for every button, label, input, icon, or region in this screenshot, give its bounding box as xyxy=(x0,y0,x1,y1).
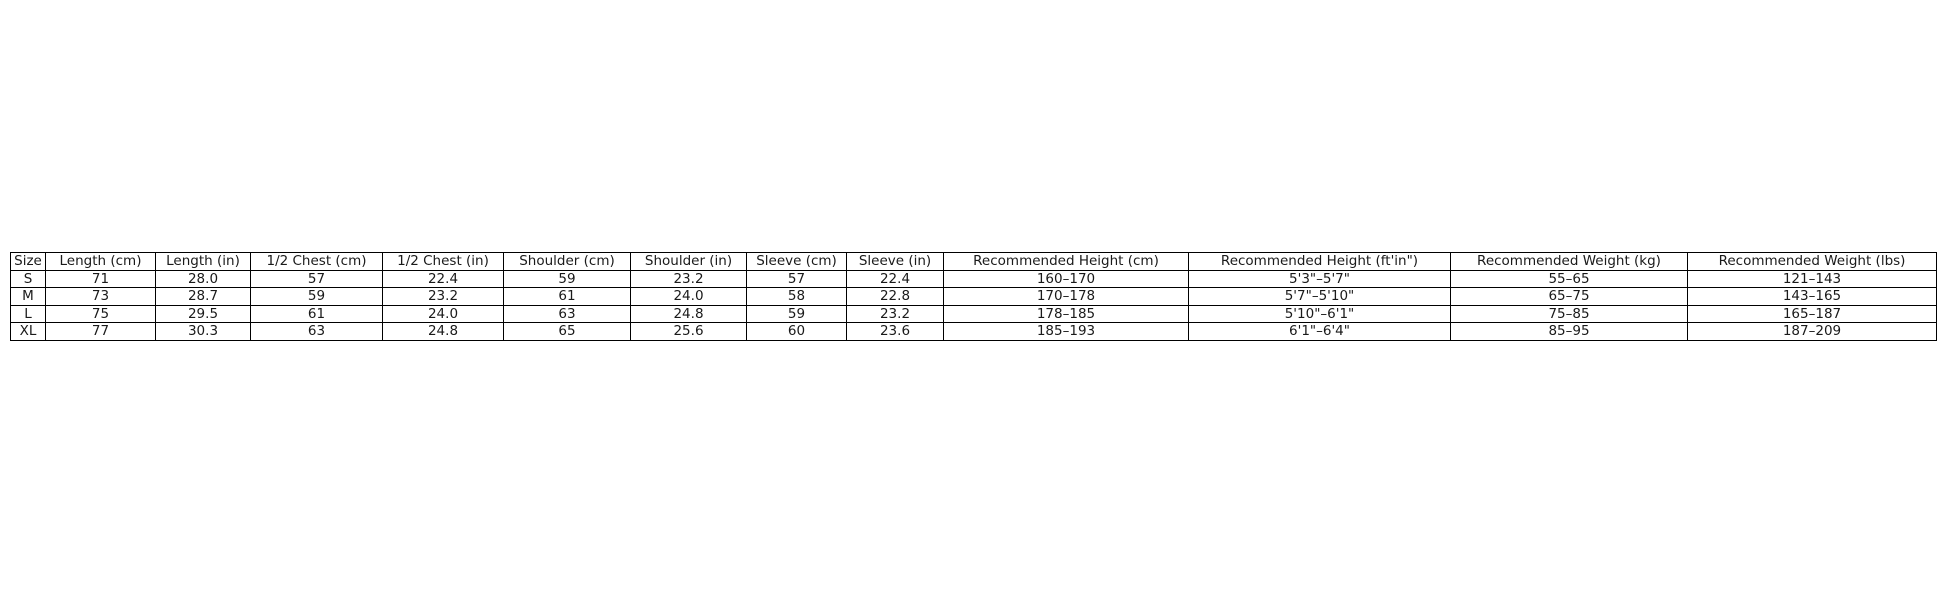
column-header: Recommended Weight (kg) xyxy=(1451,253,1688,271)
column-header: Length (cm) xyxy=(46,253,156,271)
column-header: Size xyxy=(11,253,46,271)
table-cell: 71 xyxy=(46,270,156,288)
table-cell: 24.0 xyxy=(383,305,504,323)
column-header: Recommended Weight (lbs) xyxy=(1688,253,1937,271)
column-header: Length (in) xyxy=(156,253,251,271)
table-cell: 22.4 xyxy=(383,270,504,288)
size-cell: XL xyxy=(11,323,46,341)
table-cell: 22.8 xyxy=(847,288,944,306)
table-cell: 73 xyxy=(46,288,156,306)
table-cell: 25.6 xyxy=(631,323,747,341)
column-header: Sleeve (cm) xyxy=(747,253,847,271)
table-cell: 60 xyxy=(747,323,847,341)
table-cell: 75–85 xyxy=(1451,305,1688,323)
table-cell: 23.2 xyxy=(631,270,747,288)
table-cell: 22.4 xyxy=(847,270,944,288)
table-cell: 61 xyxy=(251,305,383,323)
table-cell: 165–187 xyxy=(1688,305,1937,323)
table-cell: 61 xyxy=(504,288,631,306)
table-cell: 5'10"–6'1" xyxy=(1189,305,1451,323)
table-cell: 28.0 xyxy=(156,270,251,288)
table-cell: 178–185 xyxy=(944,305,1189,323)
size-cell: M xyxy=(11,288,46,306)
table-cell: 55–65 xyxy=(1451,270,1688,288)
column-header: Shoulder (cm) xyxy=(504,253,631,271)
table-cell: 143–165 xyxy=(1688,288,1937,306)
table-cell: 121–143 xyxy=(1688,270,1937,288)
table-cell: 65–75 xyxy=(1451,288,1688,306)
size-cell: S xyxy=(11,270,46,288)
table-cell: 57 xyxy=(251,270,383,288)
table-cell: 57 xyxy=(747,270,847,288)
table-row xyxy=(11,270,1937,288)
size-chart-container xyxy=(10,252,1937,341)
column-header: 1/2 Chest (in) xyxy=(383,253,504,271)
table-body xyxy=(11,270,1937,340)
table-cell: 65 xyxy=(504,323,631,341)
table-row xyxy=(11,288,1937,306)
column-header: Sleeve (in) xyxy=(847,253,944,271)
table-cell: 63 xyxy=(504,305,631,323)
size-cell: L xyxy=(11,305,46,323)
table-cell: 187–209 xyxy=(1688,323,1937,341)
table-cell: 5'3"–5'7" xyxy=(1189,270,1451,288)
table-cell: 75 xyxy=(46,305,156,323)
table-cell: 77 xyxy=(46,323,156,341)
table-cell: 5'7"–5'10" xyxy=(1189,288,1451,306)
table-cell: 23.2 xyxy=(847,305,944,323)
table-cell: 59 xyxy=(251,288,383,306)
table-cell: 85–95 xyxy=(1451,323,1688,341)
table-cell: 160–170 xyxy=(944,270,1189,288)
table-cell: 59 xyxy=(504,270,631,288)
column-header: 1/2 Chest (cm) xyxy=(251,253,383,271)
table-cell: 30.3 xyxy=(156,323,251,341)
table-cell: 185–193 xyxy=(944,323,1189,341)
table-cell: 6'1"–6'4" xyxy=(1189,323,1451,341)
table-cell: 28.7 xyxy=(156,288,251,306)
table-cell: 170–178 xyxy=(944,288,1189,306)
size-chart-table xyxy=(10,252,1937,341)
table-cell: 59 xyxy=(747,305,847,323)
table-cell: 23.2 xyxy=(383,288,504,306)
table-cell: 58 xyxy=(747,288,847,306)
column-header: Shoulder (in) xyxy=(631,253,747,271)
header-row xyxy=(11,253,1937,271)
column-header: Recommended Height (cm) xyxy=(944,253,1189,271)
table-cell: 63 xyxy=(251,323,383,341)
table-cell: 24.0 xyxy=(631,288,747,306)
table-cell: 29.5 xyxy=(156,305,251,323)
table-cell: 24.8 xyxy=(383,323,504,341)
table-cell: 23.6 xyxy=(847,323,944,341)
table-cell: 24.8 xyxy=(631,305,747,323)
table-row xyxy=(11,323,1937,341)
column-header: Recommended Height (ft'in") xyxy=(1189,253,1451,271)
table-row xyxy=(11,305,1937,323)
